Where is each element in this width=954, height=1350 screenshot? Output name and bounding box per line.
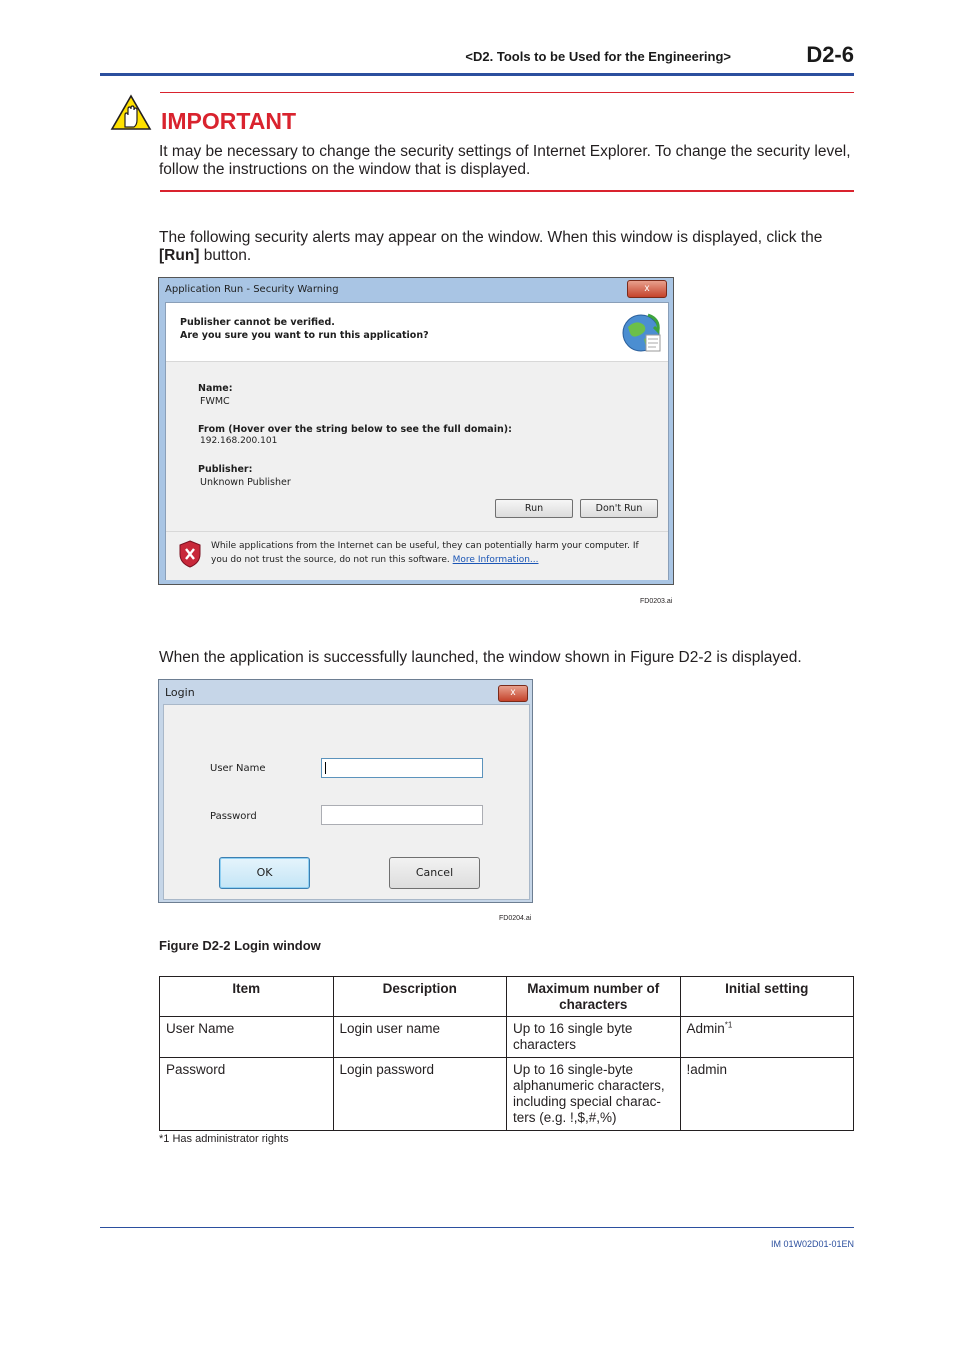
headline-1: Publisher cannot be verified. xyxy=(180,317,335,328)
globe-icon xyxy=(618,309,664,355)
column-header: Description xyxy=(333,977,507,1017)
table-row xyxy=(160,1058,854,1131)
column-header: Item xyxy=(160,977,334,1017)
headline-2: Are you sure you want to run this application? xyxy=(180,330,429,341)
password-label: Password xyxy=(210,811,257,822)
warning-line-2 xyxy=(211,555,539,565)
table-header-row xyxy=(160,977,854,1017)
from-value: 192.168.200.101 xyxy=(200,436,278,446)
close-button[interactable]: x xyxy=(627,280,667,298)
user-name-input[interactable] xyxy=(321,758,483,778)
window-title: Application Run - Security Warning xyxy=(165,284,339,295)
table-cell: Login user name xyxy=(333,1017,507,1058)
window-title: Login xyxy=(165,686,195,699)
close-button[interactable]: x xyxy=(498,685,528,702)
important-title: IMPORTANT xyxy=(161,108,297,134)
figure-code: FD0203.ai xyxy=(640,598,673,605)
login-settings-table xyxy=(159,976,854,1131)
table-cell: Up to 16 single byte characters xyxy=(507,1017,681,1058)
table-row xyxy=(160,1017,854,1058)
login-window xyxy=(158,679,533,903)
warning-hand-icon xyxy=(110,94,152,132)
intro-text-end: button. xyxy=(199,247,252,264)
document-id: IM 01W02D01-01EN xyxy=(770,1239,854,1249)
dialog-body xyxy=(163,704,530,900)
shield-error-icon xyxy=(178,540,202,568)
dialog-header-panel xyxy=(166,303,668,362)
run-button[interactable]: Run xyxy=(495,499,573,518)
figure-caption: Figure D2-2 Login window xyxy=(159,938,321,953)
cancel-button[interactable]: Cancel xyxy=(389,857,480,889)
column-header: Maximum number of characters xyxy=(507,977,681,1017)
table-cell: !admin xyxy=(680,1058,854,1131)
table-cell xyxy=(680,1017,854,1058)
text-cursor xyxy=(325,762,326,774)
launch-paragraph: When the application is successfully launched, the window shown in Figure D2-2 is displayed. xyxy=(159,649,802,666)
security-warning-window xyxy=(158,277,674,585)
publisher-value: Unknown Publisher xyxy=(200,477,291,488)
footer-rule xyxy=(100,1227,854,1228)
table-cell: Up to 16 single-byte alphanumeric characters, including special charac-ters (e.g. !,$,#,%) xyxy=(507,1058,681,1131)
dialog-body xyxy=(165,302,669,580)
header-rule xyxy=(100,73,854,76)
section-title: <D2. Tools to be Used for the Engineering> xyxy=(465,49,731,64)
footnote: *1 Has administrator rights xyxy=(159,1133,289,1145)
ok-button[interactable]: OK xyxy=(219,857,310,889)
warning-panel xyxy=(166,531,668,580)
important-bottom-rule xyxy=(160,190,854,192)
figure-code: FD0204.ai xyxy=(499,915,532,922)
footnote-mark: *1 xyxy=(724,1020,733,1030)
name-value: FWMC xyxy=(200,396,230,407)
dont-run-button[interactable]: Don't Run xyxy=(580,499,658,518)
warning-line-1: While applications from the Internet can be useful, they can potentially harm your computer. If xyxy=(211,541,639,551)
page-number: D2-6 xyxy=(806,42,854,67)
intro-paragraph xyxy=(159,229,855,265)
table-cell: User Name xyxy=(160,1017,334,1058)
more-information-link[interactable]: More Information... xyxy=(452,555,539,565)
table-cell: Login password xyxy=(333,1058,507,1131)
important-text: It may be necessary to change the security settings of Internet Explorer. To change the security level, follow the instructions on the window that is displayed. xyxy=(159,143,851,178)
warning-line-2-text: you do not trust the source, do not run this software. xyxy=(211,555,453,565)
column-header: Initial setting xyxy=(680,977,854,1017)
name-label: Name: xyxy=(198,383,233,394)
from-label: From (Hover over the string below to see the full domain): xyxy=(198,424,512,435)
important-top-rule xyxy=(160,92,854,93)
initial-setting-value: Admin xyxy=(686,1021,725,1036)
table-cell: Password xyxy=(160,1058,334,1131)
password-input[interactable] xyxy=(321,805,483,825)
user-name-label: User Name xyxy=(210,763,266,774)
intro-text: The following security alerts may appear on the window. When this window is displayed, click the xyxy=(159,229,823,246)
publisher-label: Publisher: xyxy=(198,464,253,475)
run-label: [Run] xyxy=(159,247,200,264)
